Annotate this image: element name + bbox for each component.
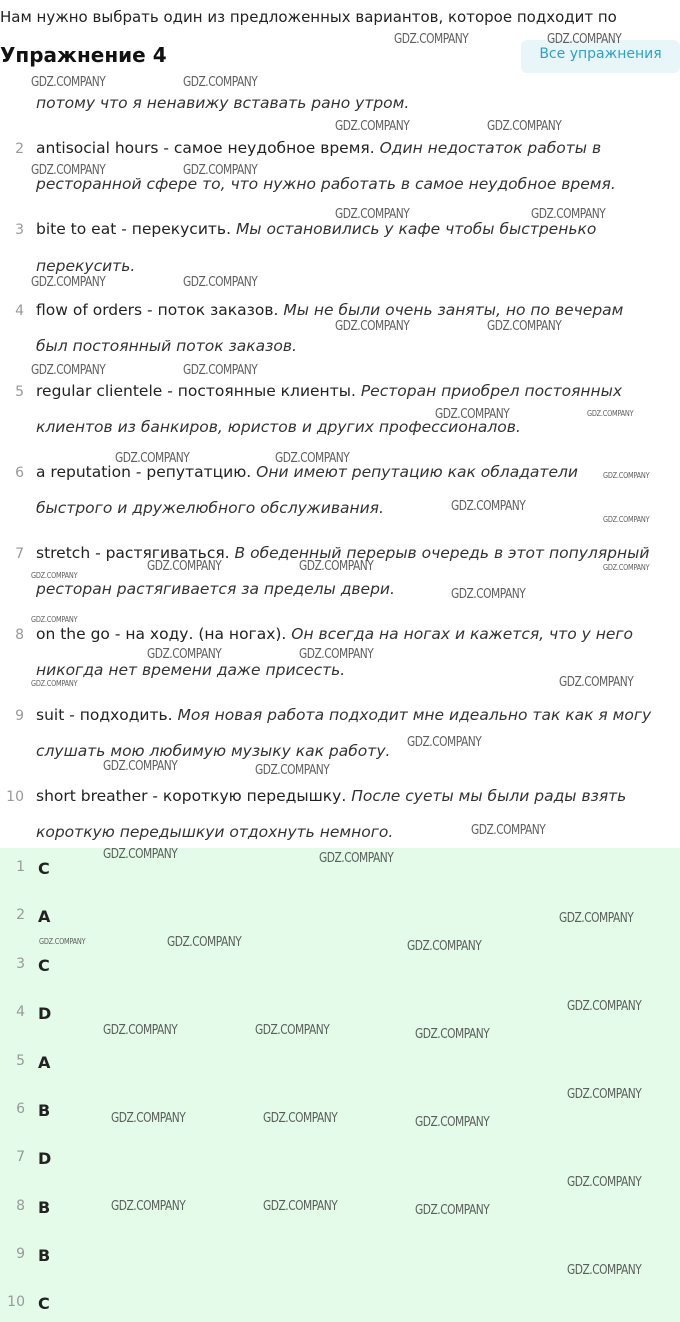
- watermark: GDZ.COMPANY: [183, 75, 258, 90]
- item-8-line-2: никогда нет времени даже присесть.: [36, 661, 346, 679]
- watermark: GDZ.COMPANY: [567, 1175, 642, 1190]
- watermark: GDZ.COMPANY: [407, 939, 482, 954]
- watermark: GDZ.COMPANY: [487, 119, 562, 134]
- item-5-line-2: клиентов из банкиров, юристов и других профессионалов.: [36, 418, 521, 436]
- item-number: 4: [15, 303, 24, 319]
- answer-number: 6: [16, 1101, 25, 1117]
- watermark: GDZ.COMPANY: [111, 1199, 186, 1214]
- watermark: GDZ.COMPANY: [299, 647, 374, 662]
- watermark: GDZ.COMPANY: [263, 1111, 338, 1126]
- item-number: 6: [15, 465, 24, 481]
- answer-letter: C: [38, 859, 50, 878]
- watermark: GDZ.COMPANY: [587, 409, 634, 418]
- item-9-line-2: слушать мою любимую музыку как работу.: [36, 742, 391, 760]
- item-6-line-1: a reputation - репутатцию. Они имеют репутацию как обладатели: [36, 463, 578, 481]
- watermark: GDZ.COMPANY: [31, 275, 106, 290]
- answer-letter: A: [38, 1053, 51, 1072]
- watermark: GDZ.COMPANY: [31, 571, 78, 580]
- watermark: GDZ.COMPANY: [31, 163, 106, 178]
- item-7-line-1: stretch - растягиваться. В обеденный перерыв очередь в этот популярный: [36, 544, 650, 562]
- watermark: GDZ.COMPANY: [299, 559, 374, 574]
- watermark: GDZ.COMPANY: [183, 163, 258, 178]
- item-4-line-1: flow of orders - поток заказов. Мы не были очень заняты, но по вечерам: [36, 301, 624, 319]
- item-number: 3: [15, 222, 24, 238]
- watermark: GDZ.COMPANY: [415, 1115, 490, 1130]
- watermark: GDZ.COMPANY: [487, 319, 562, 334]
- item-9-line-1: suit - подходить. Моя новая работа подходит мне идеально так как я могу: [36, 706, 652, 724]
- watermark: GDZ.COMPANY: [603, 471, 650, 480]
- answer-letter: C: [38, 1294, 50, 1313]
- watermark: GDZ.COMPANY: [567, 1087, 642, 1102]
- watermark: GDZ.COMPANY: [335, 207, 410, 222]
- answer-number: 3: [16, 956, 25, 972]
- watermark: GDZ.COMPANY: [559, 911, 634, 926]
- watermark: GDZ.COMPANY: [183, 275, 258, 290]
- watermark: GDZ.COMPANY: [531, 207, 606, 222]
- item-number: 7: [15, 546, 24, 562]
- watermark: GDZ.COMPANY: [147, 647, 222, 662]
- item-2-line-2: ресторанной сфере то, что нужно работать в самое неудобное время.: [36, 175, 616, 193]
- answer-number: 9: [16, 1246, 25, 1262]
- watermark: GDZ.COMPANY: [167, 935, 242, 950]
- answer-number: 5: [16, 1053, 25, 1069]
- item-3-line-2: перекусить.: [36, 257, 136, 275]
- watermark: GDZ.COMPANY: [335, 119, 410, 134]
- watermark: GDZ.COMPANY: [103, 1023, 178, 1038]
- watermark: GDZ.COMPANY: [603, 563, 650, 572]
- answer-number: 2: [16, 907, 25, 923]
- watermark: GDZ.COMPANY: [31, 679, 78, 688]
- watermark: GDZ.COMPANY: [255, 763, 330, 778]
- answer-number: 7: [16, 1149, 25, 1165]
- watermark: GDZ.COMPANY: [103, 847, 178, 862]
- watermark: GDZ.COMPANY: [451, 499, 526, 514]
- answer-letter: B: [38, 1246, 51, 1265]
- item-number: 2: [15, 141, 24, 157]
- answer-number: 10: [7, 1294, 25, 1310]
- item-5-line-1: regular clientele - постоянные клиенты. Ресторан приобрел постоянных: [36, 382, 623, 400]
- item-number: 8: [15, 627, 24, 643]
- watermark: GDZ.COMPANY: [263, 1199, 338, 1214]
- watermark: GDZ.COMPANY: [115, 451, 190, 466]
- watermark: GDZ.COMPANY: [39, 937, 86, 946]
- watermark: GDZ.COMPANY: [451, 587, 526, 602]
- watermark: GDZ.COMPANY: [547, 32, 622, 47]
- item-8-line-1: on the go - на ходу. (на ногах). Он всегда на ногах и кажется, что у него: [36, 625, 634, 643]
- watermark: GDZ.COMPANY: [435, 407, 510, 422]
- item-3-line-1: bite to eat - перекусить. Мы остановились у кафе чтобы быстренько: [36, 220, 597, 238]
- item-number: 10: [6, 789, 24, 805]
- watermark: GDZ.COMPANY: [567, 999, 642, 1014]
- answer-letter: A: [38, 907, 51, 926]
- all-exercises-button[interactable]: Все упражнения: [521, 40, 680, 73]
- answer-number: 1: [16, 859, 25, 875]
- item-number: 9: [15, 708, 24, 724]
- answer-letter: D: [38, 1149, 52, 1168]
- item-1-continuation: потому что я ненавижу вставать рано утром.: [36, 94, 410, 112]
- answer-letter: D: [38, 1004, 52, 1023]
- watermark: GDZ.COMPANY: [111, 1111, 186, 1126]
- watermark: GDZ.COMPANY: [471, 823, 546, 838]
- answer-letter: B: [38, 1101, 51, 1120]
- watermark: GDZ.COMPANY: [255, 1023, 330, 1038]
- answer-number: 4: [16, 1004, 25, 1020]
- watermark: GDZ.COMPANY: [183, 363, 258, 378]
- watermark: GDZ.COMPANY: [415, 1203, 490, 1218]
- watermark: GDZ.COMPANY: [335, 319, 410, 334]
- item-2-line-1: antisocial hours - самое неудобное время. Один недостаток работы в: [36, 139, 602, 157]
- intro-text: Нам нужно выбрать один из предложенных вариантов, которое подходит по: [0, 8, 617, 26]
- watermark: GDZ.COMPANY: [603, 515, 650, 524]
- item-10-line-1: short breather - короткую передышку. После суеты мы были рады взять: [36, 787, 627, 805]
- watermark: GDZ.COMPANY: [31, 615, 78, 624]
- watermark: GDZ.COMPANY: [559, 675, 634, 690]
- answer-letter: C: [38, 956, 50, 975]
- item-6-line-2: быстрого и дружелюбного обслуживания.: [36, 499, 384, 517]
- item-4-line-2: был постоянный поток заказов.: [36, 337, 297, 355]
- watermark: GDZ.COMPANY: [394, 32, 469, 47]
- exercise-title: Упражнение 4: [0, 43, 167, 67]
- watermark: GDZ.COMPANY: [275, 451, 350, 466]
- watermark: GDZ.COMPANY: [103, 759, 178, 774]
- answer-number: 8: [16, 1198, 25, 1214]
- watermark: GDZ.COMPANY: [567, 1263, 642, 1278]
- watermark: GDZ.COMPANY: [147, 559, 222, 574]
- answer-letter: B: [38, 1198, 51, 1217]
- item-7-line-2: ресторан растягивается за пределы двери.: [36, 580, 395, 598]
- watermark: GDZ.COMPANY: [415, 1027, 490, 1042]
- item-10-line-2: короткую передышкуи отдохнуть немного.: [36, 823, 394, 841]
- watermark: GDZ.COMPANY: [31, 75, 106, 90]
- watermark: GDZ.COMPANY: [407, 735, 482, 750]
- watermark: GDZ.COMPANY: [319, 851, 394, 866]
- item-number: 5: [15, 384, 24, 400]
- watermark: GDZ.COMPANY: [31, 363, 106, 378]
